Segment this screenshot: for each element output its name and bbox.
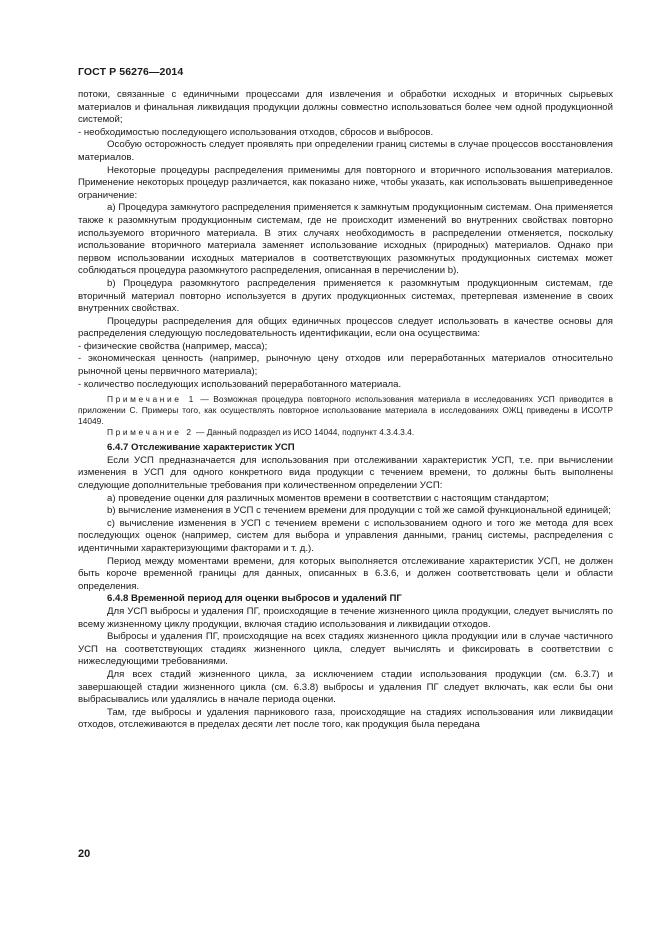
paragraph: потоки, связанные с единичными процессами для извлечения и обработки исходных и вторичных сырьевых материалов и финальная ликвидация продукции должны совместно использоваться более чем одной продукционной системой; (78, 89, 613, 126)
section-heading-6-4-8: 6.4.8 Временной период для оценки выбросов и удалений ПГ (107, 593, 402, 605)
list-item: a) проведение оценки для различных моментов времени в соответствии с настоящим стандартом; (107, 492, 549, 504)
paragraph: b) Процедура разомкнутого распределения применяется к разомкнутым продукционным системам, где вторичный материал повторно используется в других продукционных системах, претерпевая изменение в своих внутренних свойствах. (78, 277, 613, 315)
standard-header: ГОСТ Р 56276—2014 (78, 66, 184, 78)
section-heading-6-4-7: 6.4.7 Отслеживание характеристик УСП (107, 442, 295, 454)
paragraph: Если УСП предназначается для использования при отслеживании характеристик УСП, т.е. при вычислении изменения в УСП для одного конкретного вида продукции с течением времени, то должны быть выполнены следующие дополнительные требования при количественном определении УСП: (78, 454, 613, 492)
paragraph: Там, где выбросы и удаления парникового газа, происходящие на стадиях использования или ликвидации отходов, отслеживаются в пределах десяти лет после того, как продукция была передана (78, 706, 613, 731)
list-item: - количество последующих использований переработанного материала. (78, 378, 402, 390)
list-item: - экономическая ценность (например, рыночную цену отходов или переработанных материалов относительно рыночной цены первичного материала); (78, 353, 613, 378)
list-item: - необходимостью последующего использования отходов, сбросов и выбросов. (78, 126, 434, 138)
note-2 (78, 427, 613, 438)
paragraph: Выбросы и удаления ПГ, происходящие на всех стадиях жизненного цикла продукции или в случае частичного УСП на соответствующих стадиях жизненного цикла, следует вычислять и фиксировать в соответствии с нижеследующими требованиями. (78, 631, 613, 668)
list-item: b) вычисление изменения в УСП с течением времени для продукции с той же самой функциональной единицей; (107, 505, 611, 517)
note-2-text: — Данный подраздел из ИСО 14044, подпункт 4.3.4.3.4. (193, 427, 415, 438)
paragraph: Период между моментами времени, для которых выполняется отслеживание характеристик УСП, не должен быть короче временной границы для данных, описанных в 6.3.6, и должен соответствовать цели и области определения. (78, 555, 613, 592)
list-item: - физические свойства (например, масса); (78, 340, 268, 352)
note-1-label: Примечание 1 (107, 394, 196, 405)
paragraph: a) Процедура замкнутого распределения применяется к замкнутым продукционным системам. Она применяется также к разомкнутым продукционным системам, где не происходит изменений во внутренних свойствах повторно используемого вторичного материала. В этих случаях необходимость в распределении отменяется, поскольку использование вторичного материала заменяет использование исходных (природных) материалов. Однако при первом использовании исходных материалов в соответствующих разомкнутых продукционных системах может соблюдаться процедура разомкнутого распределения, описанная в перечислении b). (78, 202, 613, 277)
note-2-label: Примечание 2 (107, 427, 194, 438)
note-1 (78, 394, 613, 427)
page-number: 20 (78, 848, 91, 860)
paragraph: Для УСП выбросы и удаления ПГ, происходящие в течение жизненного цикла продукции, следует вычислять по всему жизненному циклу продукции, включая стадию использования и ликвидации отходов. (78, 605, 613, 630)
paragraph: Для всех стадий жизненного цикла, за исключением стадии использования продукции (см. 6.3.7) и завершающей стадии жизненного цикла (см. 6.3.8) выбросы и удаления ПГ следует включать, как если бы они выбрасывались или удалялись в начале периода оценки. (78, 668, 613, 706)
list-item: c) вычисление изменения в УСП с течением времени с использованием одного и того же метода для всех последующих оценок (например, систем для выбора и управления данными, границ системы, распределения с идентичными характеризующими факторами и т. д.). (78, 517, 613, 554)
note-1-text: — Возможная процедура повторного использования материала в исследованиях УСП приводится в приложении С. Примеры того, как осуществлять повторное использование материала в исследованиях ОЖЦ приведены в ИСО/ТР 14049. (78, 394, 613, 427)
paragraph: Особую осторожность следует проявлять при определении границ системы в случае процессов восстановления материалов. (78, 139, 613, 163)
paragraph: Некоторые процедуры распределения применимы для повторного и вторичного использования материалов. Применение некоторых процедур различается, как показано ниже, чтобы указать, как использовать вышеприведенное ограничение: (78, 164, 613, 201)
paragraph: Процедуры распределения для общих единичных процессов следует использовать в качестве основы для распределения следующую последовательность идентификации, если она осуществима: (78, 315, 613, 340)
document-body (78, 89, 613, 732)
